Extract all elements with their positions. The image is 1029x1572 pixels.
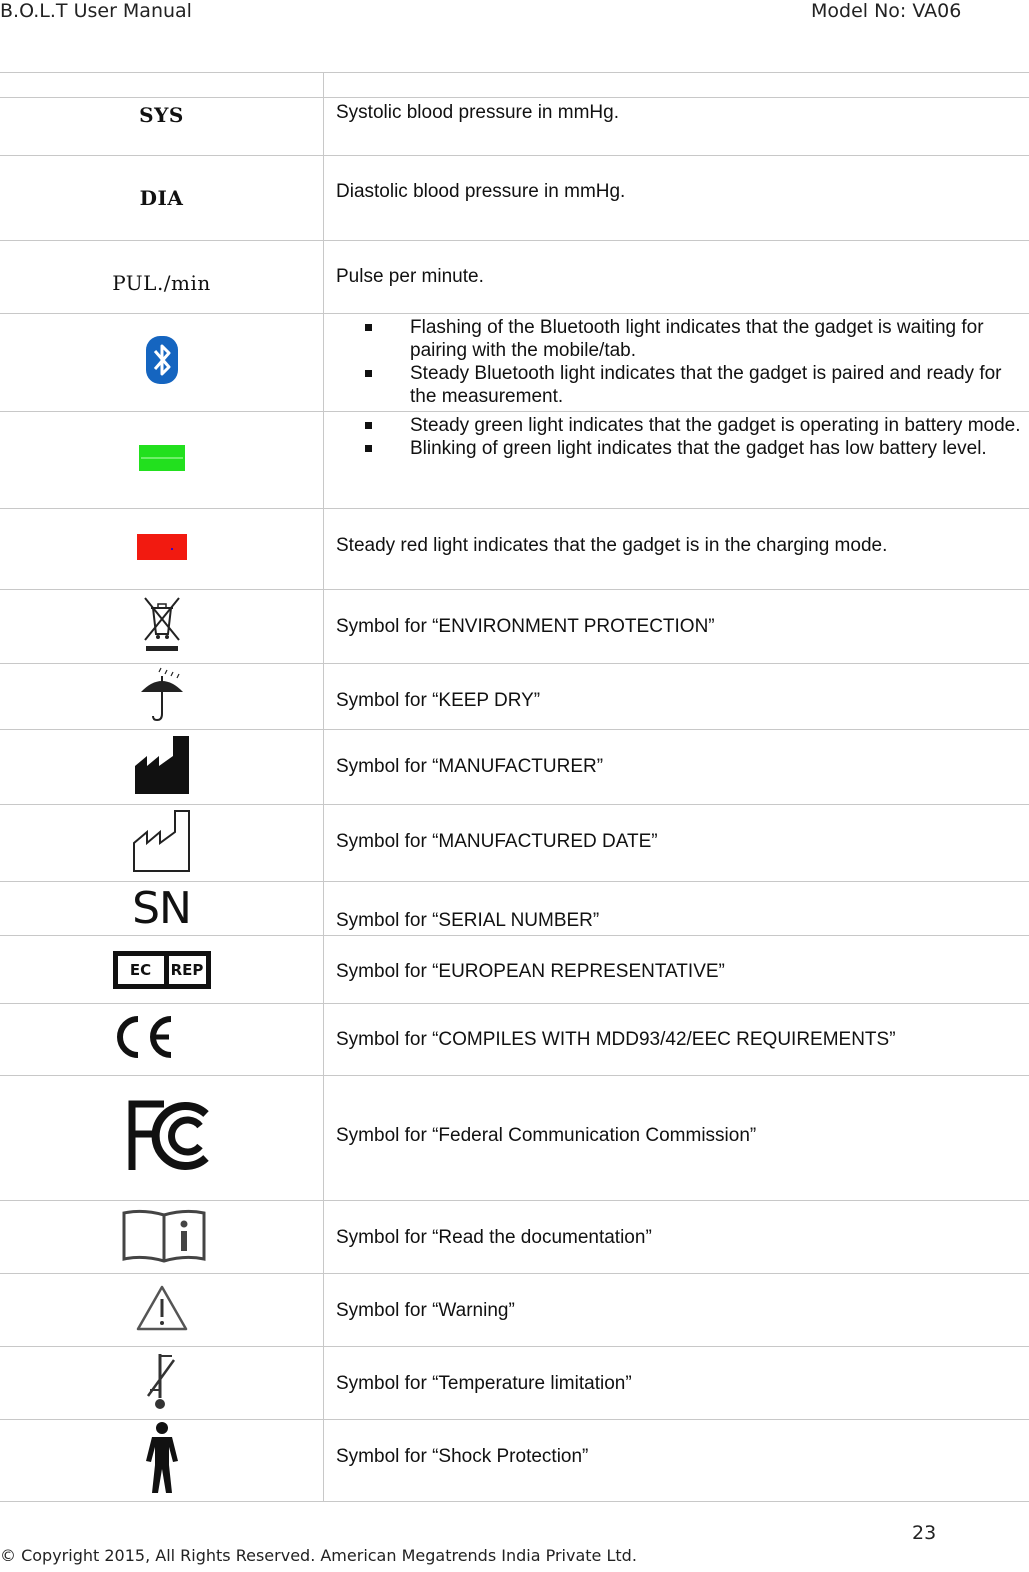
symbol-cell (0, 1274, 324, 1347)
description-cell (324, 241, 1029, 314)
table-row (0, 882, 1029, 936)
table-row (0, 664, 1029, 730)
description-cell (324, 156, 1029, 241)
read-documentation-description: Symbol for “Read the documentation” (336, 1227, 652, 1248)
dia-description: Diastolic blood pressure in mmHg. (336, 181, 626, 202)
shock-protection-description: Symbol for “Shock Protection” (336, 1446, 589, 1467)
table-row (0, 98, 1029, 156)
table-row (0, 730, 1029, 805)
weee-bin-icon (142, 594, 182, 654)
symbol-cell (0, 1420, 324, 1502)
umbrella-icon (137, 666, 187, 722)
factory-outline-icon (131, 808, 193, 874)
symbol-cell (0, 730, 324, 805)
symbol-cell (0, 73, 324, 98)
description-cell (324, 73, 1029, 98)
description-cell (324, 1420, 1029, 1502)
bluetooth-icon (146, 336, 178, 384)
description-cell (324, 314, 1029, 412)
table-row (0, 314, 1029, 412)
description-cell (324, 98, 1029, 156)
symbol-cell (0, 936, 324, 1004)
copyright-footer: © Copyright 2015, All Rights Reserved. American Megatrends India Private Ltd. (0, 1546, 637, 1565)
symbol-cell (0, 1004, 324, 1076)
list-item: Steady Bluetooth light indicates that the gadget is paired and ready for the measurement. (336, 362, 1029, 408)
symbol-cell (0, 509, 324, 590)
symbol-cell (0, 664, 324, 730)
table-row (0, 590, 1029, 664)
temperature-description: Symbol for “Temperature limitation” (336, 1373, 632, 1394)
description-cell (324, 1347, 1029, 1420)
description-cell (324, 1201, 1029, 1274)
description-cell (324, 936, 1029, 1004)
ce-mark-icon (111, 1015, 177, 1059)
table-row (0, 805, 1029, 882)
warning-description: Symbol for “Warning” (336, 1300, 515, 1321)
warning-icon (135, 1283, 189, 1333)
ec-rep-left: EC (118, 956, 169, 984)
table-row (0, 1420, 1029, 1502)
pul-description: Pulse per minute. (336, 266, 484, 287)
header-title: B.O.L.T User Manual (0, 0, 192, 22)
list-item: Steady green light indicates that the gadget is operating in battery mode. (336, 414, 1029, 437)
keep-dry-description: Symbol for “KEEP DRY” (336, 690, 541, 711)
table-row (0, 509, 1029, 590)
table-row (0, 412, 1029, 509)
symbol-cell (0, 241, 324, 314)
european-representative-description: Symbol for “EUROPEAN REPRESENTATIVE” (336, 961, 725, 982)
table-row (0, 73, 1029, 98)
body-type-icon (142, 1421, 182, 1495)
pul-label: PUL./min (112, 271, 211, 295)
read-documentation-icon (121, 1207, 207, 1263)
serial-number-description: Symbol for “SERIAL NUMBER” (336, 910, 600, 931)
symbol-cell (0, 412, 324, 509)
factory-icon (133, 734, 191, 796)
table-row (0, 1347, 1029, 1420)
symbol-cell (0, 590, 324, 664)
description-cell (324, 664, 1029, 730)
fcc-description: Symbol for “Federal Communication Commission” (336, 1125, 757, 1146)
table-row (0, 1274, 1029, 1347)
page-number: 23 (912, 1522, 937, 1544)
symbol-table (0, 72, 1029, 1502)
serial-number-icon: SN (132, 882, 191, 934)
description-cell (324, 1076, 1029, 1201)
description-cell (324, 1004, 1029, 1076)
symbol-cell (0, 1201, 324, 1274)
manufactured-date-description: Symbol for “MANUFACTURED DATE” (336, 831, 658, 852)
list-item: Blinking of green light indicates that the gadget has low battery level. (336, 437, 1029, 460)
red-light-description: Steady red light indicates that the gadget is in the charging mode. (336, 535, 888, 556)
table-row (0, 936, 1029, 1004)
bluetooth-bullets (336, 316, 1029, 408)
description-cell (324, 509, 1029, 590)
table-row (0, 241, 1029, 314)
description-cell (324, 730, 1029, 805)
description-cell (324, 805, 1029, 882)
symbol-cell (0, 805, 324, 882)
ce-description: Symbol for “COMPILES WITH MDD93/42/EEC REQUIREMENTS” (336, 1029, 896, 1050)
description-cell (324, 590, 1029, 664)
table-row (0, 1201, 1029, 1274)
sys-label: SYS (139, 103, 184, 127)
description-cell (324, 412, 1029, 509)
dia-label: DIA (139, 186, 184, 210)
table-row (0, 156, 1029, 241)
temperature-limit-icon (142, 1350, 182, 1412)
green-light-bullets (336, 414, 1029, 460)
table-row (0, 1004, 1029, 1076)
environment-description: Symbol for “ENVIRONMENT PROTECTION” (336, 616, 715, 637)
ec-rep-right: REP (170, 960, 204, 979)
symbol-cell (0, 98, 324, 156)
sys-description: Systolic blood pressure in mmHg. (336, 102, 619, 123)
ec-rep-icon (113, 951, 211, 989)
manufacturer-description: Symbol for “MANUFACTURER” (336, 756, 604, 777)
green-light-icon (139, 445, 185, 471)
table-row (0, 1076, 1029, 1201)
header-model: Model No: VA06 (811, 0, 962, 22)
symbol-cell (0, 1347, 324, 1420)
symbol-cell (0, 882, 324, 936)
symbol-cell (0, 314, 324, 412)
red-light-icon (137, 534, 187, 560)
description-cell (324, 1274, 1029, 1347)
fcc-logo-icon (128, 1100, 216, 1172)
symbol-cell (0, 1076, 324, 1201)
list-item: Flashing of the Bluetooth light indicates that the gadget is waiting for pairing with the mobile/tab. (336, 316, 1029, 362)
symbol-cell (0, 156, 324, 241)
description-cell (324, 882, 1029, 936)
